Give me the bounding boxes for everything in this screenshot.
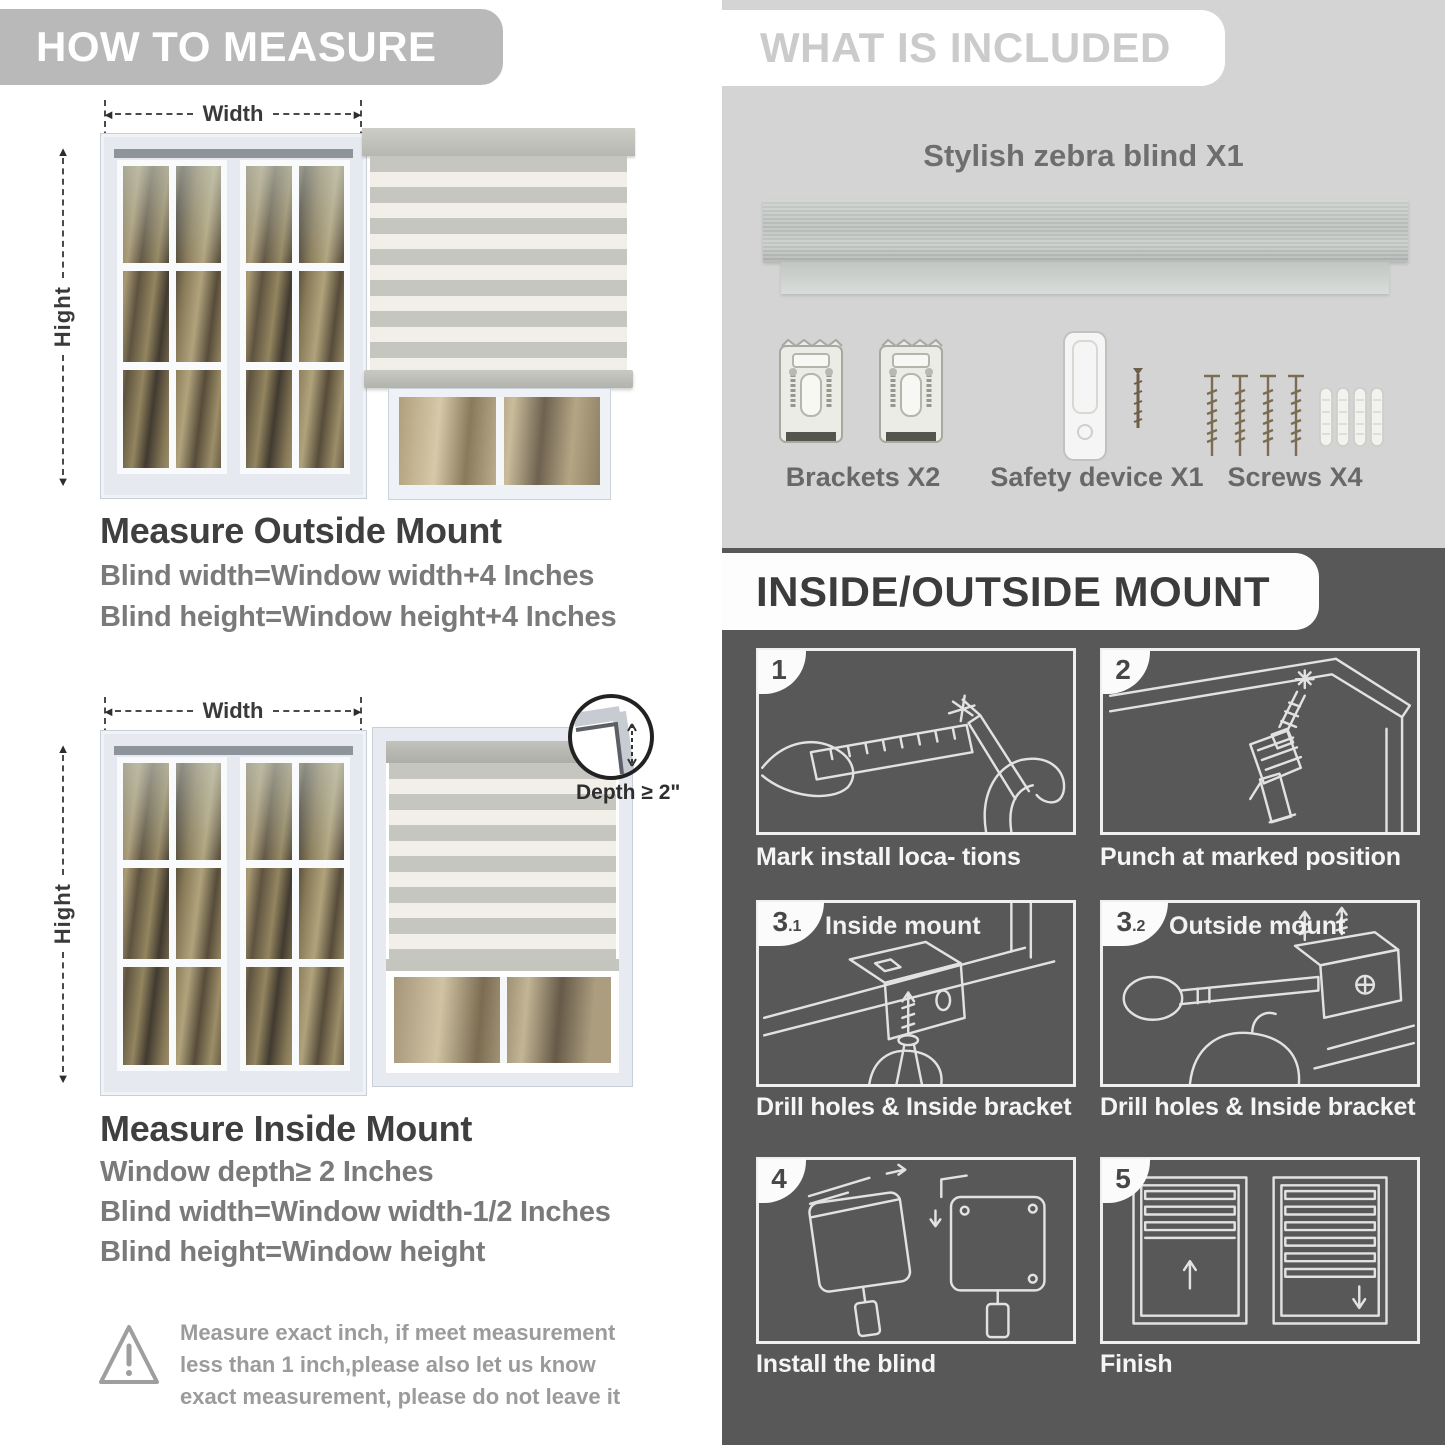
safety-device-icon (1040, 328, 1160, 470)
blind-bottomrail-outside (364, 370, 633, 388)
inside-mount-title: Measure Inside Mount (100, 1108, 473, 1149)
arrow-up-glyph: ▲ (56, 741, 70, 756)
step-caption-4: Install the blind (756, 1350, 936, 1378)
window-track (114, 149, 353, 158)
inside-mount-line3: Blind height=Window height (100, 1236, 486, 1268)
step-caption-1: Mark install loca- tions (756, 843, 1021, 871)
blind-headrail-outside (362, 128, 635, 156)
what-is-included-header: WHAT IS INCLUDED (722, 10, 1225, 86)
step-caption-5: Finish (1100, 1350, 1173, 1378)
step-number-badge: 1 (758, 650, 806, 694)
exclamation-triangle-icon (96, 1320, 162, 1392)
inside-outside-mount-header: INSIDE/OUTSIDE MOUNT (722, 553, 1319, 630)
step-title: Outside mount (1169, 912, 1346, 940)
step2-illustration (1103, 651, 1417, 832)
height-dimension-inside (50, 742, 76, 1085)
width-label: Width (202, 698, 264, 723)
step-caption-3-2: Drill holes & Inside bracket (1100, 1093, 1416, 1121)
step-caption-3-1: Drill holes & Inside bracket (756, 1093, 1072, 1121)
width-dimension-inside (102, 699, 364, 723)
window-photo-outside (100, 133, 367, 499)
inside-mount-line2: Blind width=Window width-1/2 Inches (100, 1196, 611, 1228)
arrow-left-glyph: ◄ (102, 703, 115, 719)
magnifier-icon (568, 694, 654, 780)
step-panel-3-2 (1100, 900, 1420, 1087)
step-number-badge: 3 .2 (1102, 902, 1168, 946)
safety-device-label: Safety device X1 (990, 462, 1204, 492)
step-panel-2 (1100, 648, 1420, 835)
window-photo-inside (100, 730, 367, 1096)
arrow-left-glyph: ◄ (102, 106, 115, 122)
step-panel-3-1 (756, 900, 1076, 1087)
bracket-icon (778, 336, 946, 458)
blind-bottomrail-inside (386, 959, 619, 971)
depth-label: Depth ≥ 2" (576, 781, 681, 804)
step-title: Inside mount (825, 912, 981, 940)
height-label: Hight (50, 285, 75, 348)
brackets-label: Brackets X2 (785, 462, 941, 492)
step1-illustration (759, 651, 1073, 832)
window-track (114, 746, 353, 755)
step-panel-4 (756, 1157, 1076, 1344)
zebra-blind-underbar-image (781, 262, 1389, 294)
arrow-right-glyph: ► (351, 703, 365, 719)
zebra-blind-outside (370, 156, 627, 370)
window-pane (240, 757, 350, 1071)
screws-label: Screws X4 (1227, 462, 1363, 492)
step-caption-2: Punch at marked position (1100, 843, 1401, 871)
step-panel-5 (1100, 1157, 1420, 1344)
arrow-up-glyph: ▲ (56, 144, 70, 159)
step-number-badge: 4 (758, 1159, 806, 1203)
outside-mount-title: Measure Outside Mount (100, 510, 502, 551)
step-number-badge: 3 .1 (758, 902, 824, 946)
zebra-blind-headrail-image (763, 200, 1408, 262)
step-number-badge: 5 (1102, 1159, 1150, 1203)
blind-quantity-label: Stylish zebra blind X1 (923, 138, 1244, 173)
width-dimension-outside (102, 102, 364, 126)
width-label: Width (202, 101, 264, 126)
height-label: Hight (50, 882, 75, 945)
outside-mount-line2: Blind height=Window height+4 Inches (100, 601, 617, 633)
step5-illustration (1103, 1160, 1417, 1341)
warning-text: Measure exact inch, if meet measurement less than 1 inch,please also let us know exact measurement, please do not leave it (180, 1320, 621, 1409)
window-pane (240, 160, 350, 474)
inside-mount-line1: Window depth≥ 2 Inches (100, 1156, 434, 1188)
outside-mount-line1: Blind width=Window width+4 Inches (100, 560, 595, 592)
step4-illustration (759, 1160, 1073, 1341)
window-bottom-fragment (388, 388, 611, 500)
screws-icon (1198, 370, 1384, 464)
window-pane (117, 160, 227, 474)
height-dimension-outside (50, 145, 76, 488)
step-panel-1 (756, 648, 1076, 835)
how-to-measure-header: HOW TO MEASURE (0, 9, 503, 85)
step-number-badge: 2 (1102, 650, 1150, 694)
arrow-down-glyph: ▼ (56, 1071, 70, 1087)
window-pane (117, 757, 227, 1071)
arrow-right-glyph: ► (351, 106, 365, 122)
window-mullion (500, 977, 507, 1063)
arrow-down-glyph: ▼ (56, 474, 70, 490)
